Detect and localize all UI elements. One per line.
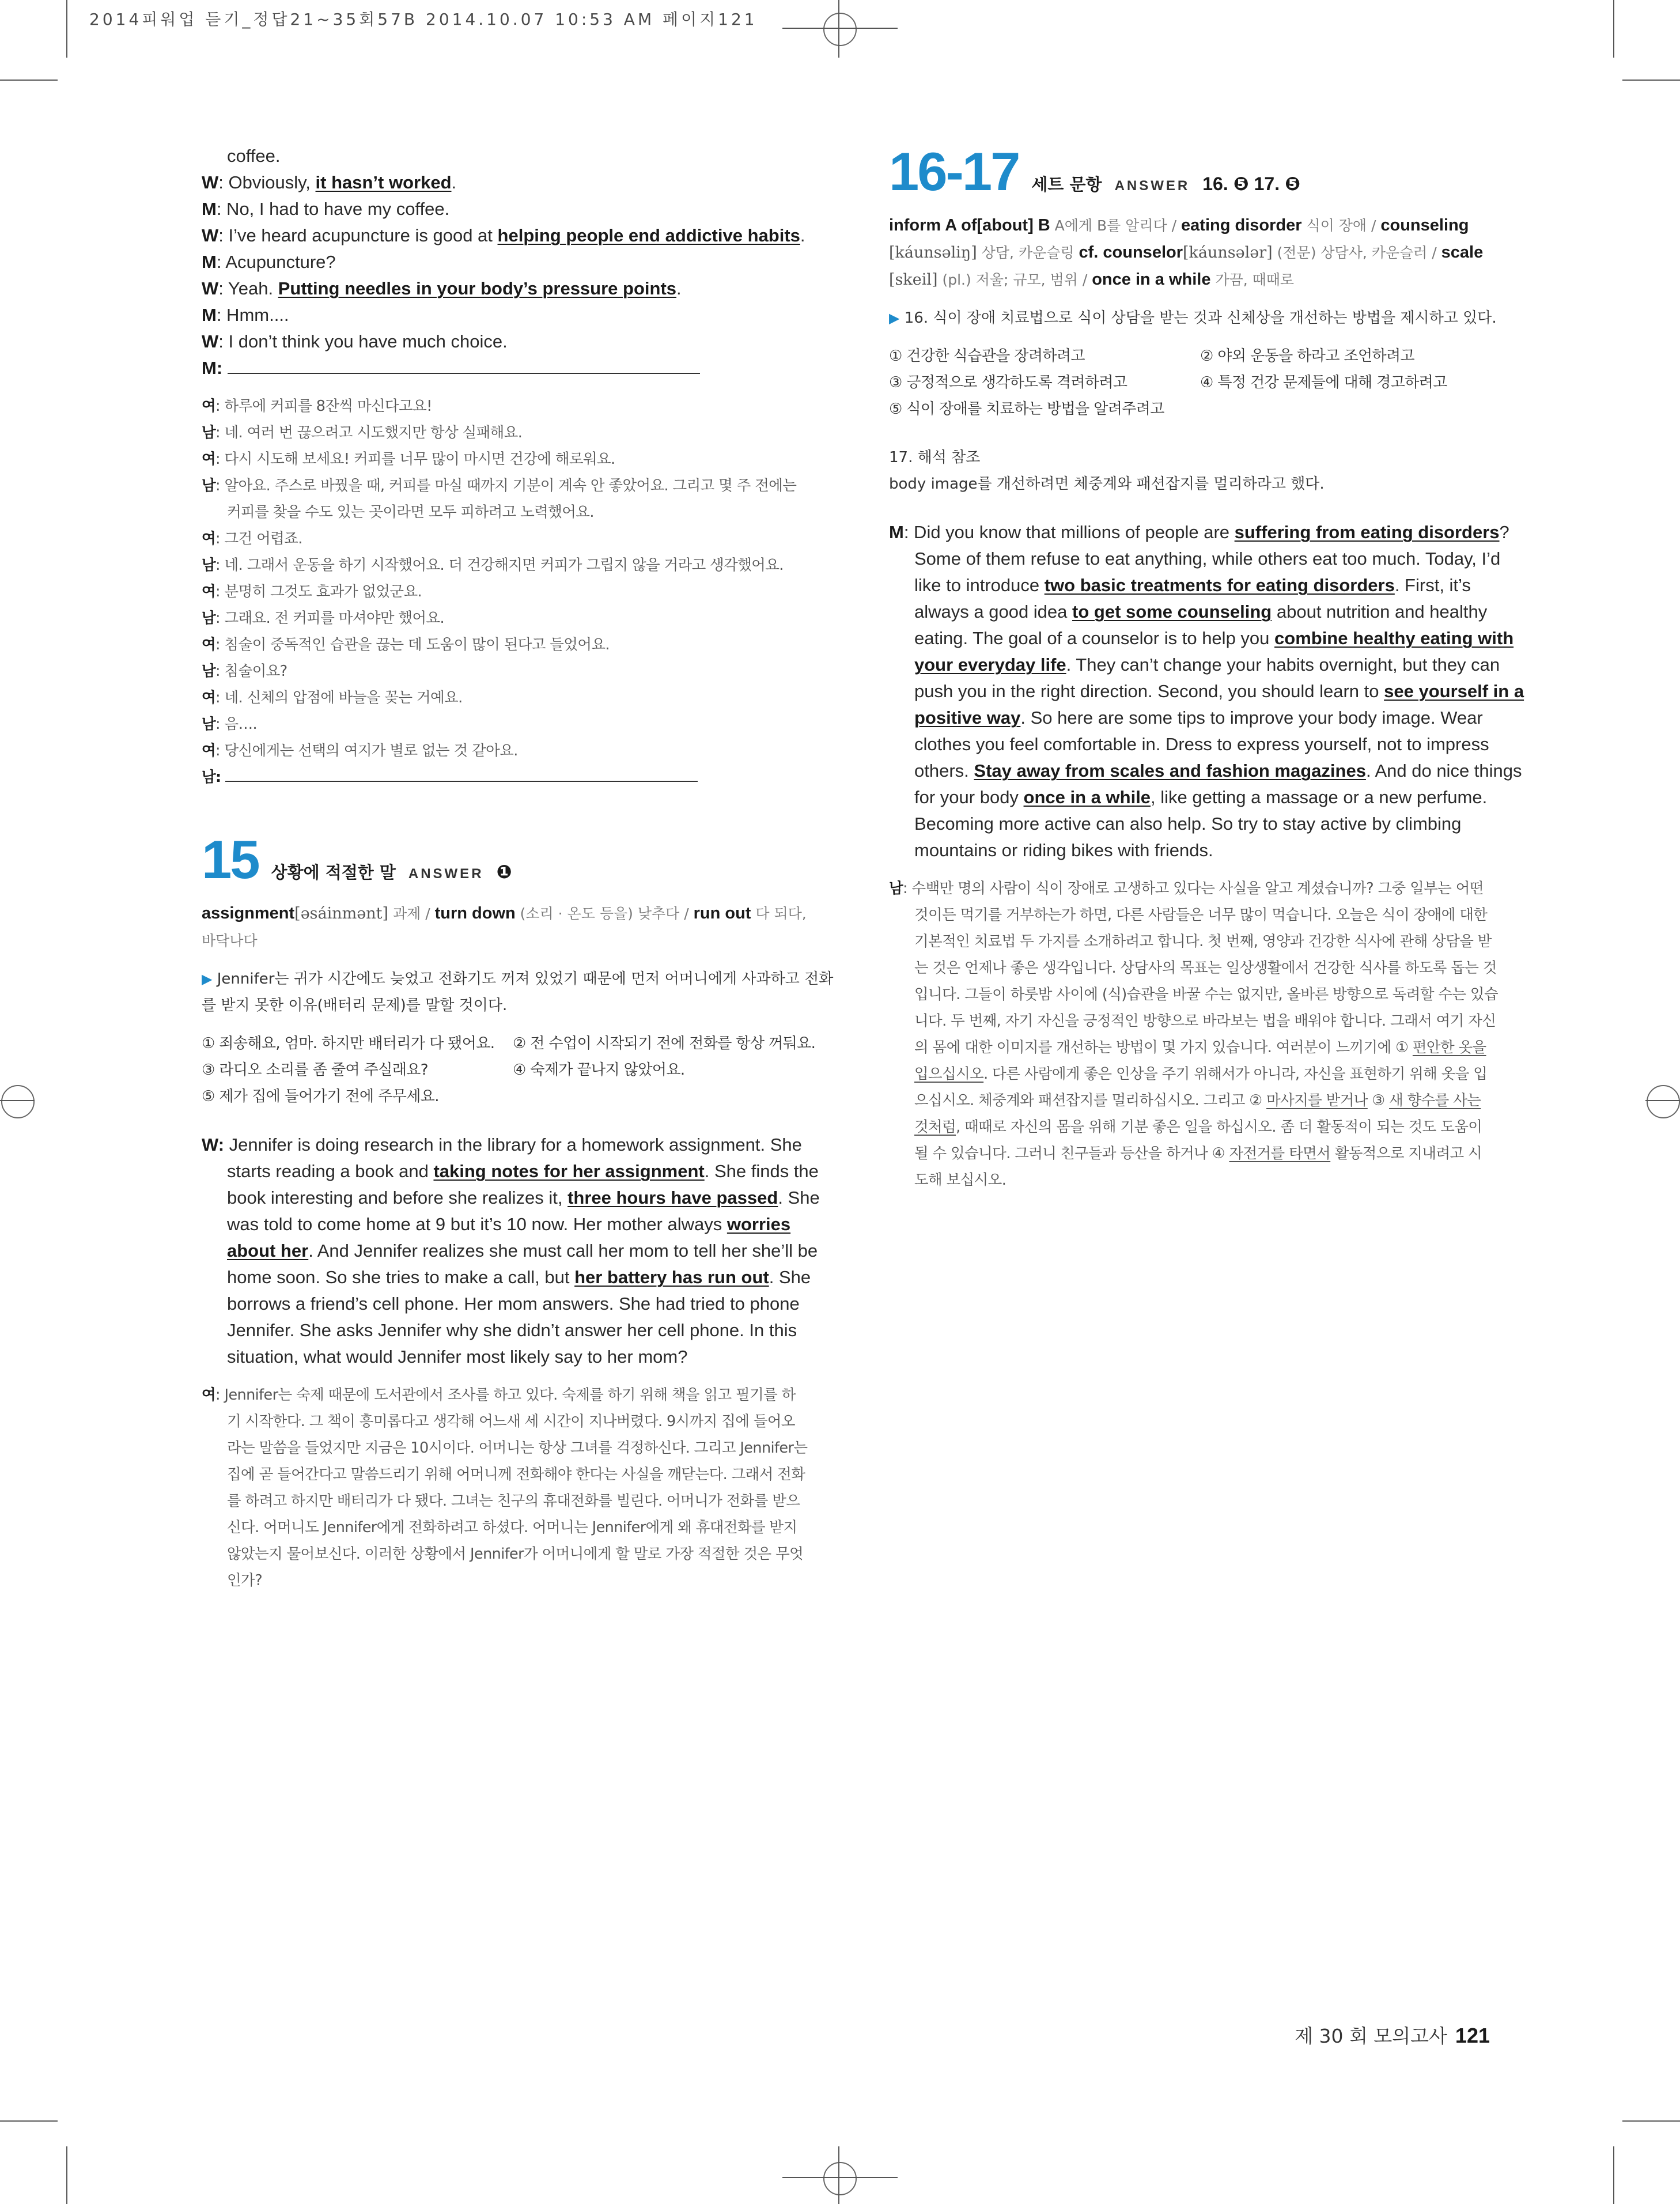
speaker-label: 여 bbox=[202, 530, 216, 547]
speaker-label: M bbox=[202, 252, 217, 272]
dialogue-line bbox=[202, 169, 824, 196]
underlined-phrase: 편안한 옷을 bbox=[1412, 1039, 1486, 1056]
speaker-label: M bbox=[202, 358, 217, 378]
text-run: situation, what would Jennifer most likely say to her mom? bbox=[227, 1347, 688, 1367]
text-run: : 다시 시도해 보세요! 커피를 너무 많이 마시면 건강에 해로워요. bbox=[215, 451, 615, 468]
script-line bbox=[202, 1291, 824, 1317]
text-run: : I don’t think you have much choice. bbox=[218, 331, 508, 351]
script-line bbox=[889, 678, 1524, 705]
underlined-phrase: 새 향수를 사는 bbox=[1389, 1092, 1481, 1109]
text-run: : 알아요. 주스로 바꿨을 때, 커피를 마실 때까지 기분이 계속 안 좋았어요. 그리고 몇 주 전에는 bbox=[215, 477, 797, 494]
text-run: . bbox=[451, 172, 457, 192]
korean-dialogue-line bbox=[202, 711, 824, 738]
dialogue-english bbox=[202, 143, 824, 355]
script-line bbox=[202, 1382, 824, 1408]
answer-value: ❶ bbox=[496, 861, 512, 882]
text-run: . She bbox=[769, 1267, 811, 1287]
crop-mark bbox=[66, 2146, 67, 2204]
text-run: : 침술이 중독적인 습관을 끊는 데 도움이 많이 된다고 들었어요. bbox=[215, 636, 610, 653]
script-english bbox=[889, 519, 1524, 864]
script-line bbox=[889, 955, 1511, 981]
korean-dialogue-line bbox=[202, 552, 824, 579]
option-3: ③ 라디오 소리를 좀 줄여 주실래요? bbox=[202, 1061, 428, 1079]
option-1: ① 건강한 식습관을 장려하려고 bbox=[889, 347, 1085, 365]
script-line bbox=[889, 1114, 1511, 1140]
dialogue-blank-line: M: bbox=[202, 355, 824, 381]
option-4: ④ 특정 건강 문제들에 대해 경고하려고 bbox=[1200, 374, 1447, 391]
question-number: 15 bbox=[202, 829, 259, 890]
underlined-phrase: 자전거를 타면서 bbox=[1229, 1145, 1331, 1162]
text-run: 활동적으로 지내려고 시 bbox=[1330, 1145, 1482, 1162]
text-run: : No, I had to have my coffee. bbox=[216, 199, 450, 219]
text-run: : 수백만 명의 사람이 식이 장애로 고생하고 있다는 사실을 알고 계셨습니까? 그중 일부는 어떤 bbox=[903, 880, 1484, 897]
option-1: ① 죄송해요, 엄마. 하지만 배터리가 다 됐어요. bbox=[202, 1035, 495, 1052]
phonetic: [káunsəliŋ] bbox=[889, 244, 977, 262]
text-run: . And Jennifer realizes she must call her mom to tell her she’ll be bbox=[308, 1241, 818, 1261]
text-run: : 하루에 커피를 8잔씩 마신다고요! bbox=[215, 398, 432, 415]
vocab-line bbox=[889, 266, 1511, 293]
text-run: 기 시작한다. 그 책이 흥미롭다고 생각해 어느새 세 시간이 지나버렸다. 9시까지 집에 들어오 bbox=[227, 1413, 795, 1430]
underlined-phrase: see yourself in a bbox=[1384, 681, 1524, 701]
script-line bbox=[202, 1211, 824, 1238]
underlined-phrase: worries bbox=[727, 1214, 791, 1234]
answer-label: ANSWER bbox=[1114, 178, 1190, 194]
speaker-label: 여 bbox=[202, 451, 216, 468]
underlined-phrase: taking notes for her assignment bbox=[433, 1161, 705, 1181]
underlined-phrase: it hasn’t worked bbox=[315, 172, 452, 192]
underlined-phrase: Putting needles in your body’s pressure points bbox=[278, 278, 677, 298]
question-number: 16-17 bbox=[889, 141, 1019, 202]
text-run: : Acupuncture? bbox=[216, 252, 336, 272]
korean-dialogue-line bbox=[202, 738, 824, 764]
question-16-17-header bbox=[889, 143, 1511, 201]
script-line bbox=[889, 784, 1511, 811]
text-run: . So here are some tips to improve your body image. Wear bbox=[1020, 708, 1483, 728]
registration-mark-right bbox=[1647, 1085, 1680, 1118]
text-run: ? bbox=[1499, 522, 1509, 542]
script-korean bbox=[889, 875, 1511, 1193]
text-run: Becoming more active can also help. So try to stay active by climbing bbox=[914, 814, 1462, 834]
text-run: eating. The goal of a counselor is to help you bbox=[914, 628, 1275, 648]
underlined-phrase: helping people end addictive habits bbox=[497, 225, 800, 245]
crop-mark bbox=[1622, 80, 1680, 81]
korean-dialogue-line bbox=[202, 419, 824, 446]
speaker-label: 여 bbox=[202, 398, 216, 415]
vocab-line bbox=[889, 239, 1511, 266]
text-run: . And do nice things bbox=[1365, 761, 1522, 781]
question-title: 세트 문항 bbox=[1031, 175, 1102, 194]
dialogue-line bbox=[202, 249, 824, 275]
speaker-label: 여 bbox=[202, 636, 216, 653]
text-run: : Obviously, bbox=[218, 172, 316, 192]
triangle-bullet-icon: ▶ bbox=[889, 310, 900, 326]
speaker-label: W bbox=[202, 1135, 218, 1155]
script-line bbox=[889, 758, 1522, 784]
text-run: 는 것은 언제나 좋은 생각입니다. 상담사의 목표는 일상생활에서 건강한 식사를 하도록 돕는 것 bbox=[914, 959, 1497, 977]
script-line bbox=[202, 1408, 824, 1435]
script-line bbox=[202, 1435, 824, 1461]
text-run: 의 몸에 대한 이미지를 개선하는 방법이 몇 가지 있습니다. 여러분이 느끼기에 ① bbox=[914, 1039, 1413, 1056]
korean-dialogue-line bbox=[202, 579, 824, 605]
vocab-line bbox=[202, 927, 824, 954]
speaker-label: 남 bbox=[202, 424, 216, 441]
text-run: : 네. 신체의 압점에 바늘을 꽂는 거예요. bbox=[215, 689, 463, 706]
korean-dialogue-line bbox=[202, 499, 824, 526]
text-run: push you in the right direction. Second, you should learn to bbox=[914, 681, 1384, 701]
explanation-16: ▶ 16. 식이 장애 치료법으로 식이 상담을 받는 것과 신체상을 개선하는 방법을 제시하고 있다. bbox=[889, 309, 1497, 327]
vocab-meaning: 과제 / bbox=[388, 905, 435, 922]
script-line bbox=[889, 572, 1511, 599]
crop-mark bbox=[1622, 2120, 1680, 2122]
script-line bbox=[202, 1185, 824, 1211]
dialogue-line bbox=[202, 275, 824, 302]
underlined-phrase: to get some counseling bbox=[1072, 602, 1272, 622]
option-5: ⑤ 제가 집에 들어가기 전에 주무세요. bbox=[202, 1088, 439, 1105]
korean-dialogue-line bbox=[202, 632, 824, 658]
vocab-meaning: (pl.) 저울; 규모, 범위 / bbox=[937, 271, 1092, 288]
text-run: . She finds the bbox=[704, 1161, 819, 1181]
text-run: starts reading a book and bbox=[227, 1161, 434, 1181]
vocab-meaning: 식이 장애 / bbox=[1301, 217, 1381, 234]
text-run: coffee. bbox=[227, 146, 281, 166]
text-run: . bbox=[800, 225, 805, 245]
script-line bbox=[889, 1167, 1511, 1193]
text-run: 를 하려고 하지만 배터리가 다 됐다. 그녀는 친구의 휴대전화를 빌린다. 어머니가 전화를 받으 bbox=[227, 1492, 800, 1510]
speaker-label: 여 bbox=[202, 689, 216, 706]
text-run: , 때때로 자신의 몸을 위해 기분 좋은 일을 하십시오. 좀 더 활동적이 되는 것도 도움이 bbox=[956, 1118, 1482, 1136]
script-line bbox=[889, 546, 1511, 572]
korean-dialogue-line bbox=[202, 472, 824, 499]
text-run: 신다. 어머니도 Jennifer에게 전화하려고 하셨다. 어머니는 Jennifer에게 왜 휴대전화를 받지 bbox=[227, 1519, 797, 1536]
dialogue-line bbox=[202, 328, 824, 355]
script-line bbox=[889, 1034, 1511, 1061]
text-run: clothes you feel comfortable in. Dress to express yourself, not to impress bbox=[914, 734, 1489, 754]
text-run: 으십시오. 체중계와 패션잡지를 멀리하십시오. 그리고 ② bbox=[914, 1092, 1267, 1109]
text-run: . 다른 사람에게 좋은 인상을 주기 위해서가 아니라, 자신을 표현하기 위해 옷을 입 bbox=[983, 1065, 1488, 1083]
answer-options bbox=[202, 1030, 824, 1110]
speaker-label: 여 bbox=[202, 742, 216, 759]
vocab-word: assignment bbox=[202, 904, 295, 923]
script-korean bbox=[202, 1382, 824, 1594]
registration-mark-left bbox=[1, 1085, 35, 1118]
speaker-label: 남 bbox=[889, 880, 903, 897]
text-run: Jennifer. She asks Jennifer why she didn’t answer her cell phone. In this bbox=[227, 1320, 797, 1340]
speaker-label: 남 bbox=[202, 610, 216, 627]
speaker-label: 남 bbox=[202, 716, 216, 733]
vocab-meaning: 상담, 카운슬링 bbox=[977, 244, 1079, 261]
explanation-line: ▶ Jennifer는 귀가 시간에도 늦었고 전화기도 꺼져 있었기 때문에 먼저 어머니에게 사과하고 전화 bbox=[202, 970, 834, 988]
speaker-label: 남 bbox=[202, 557, 216, 574]
vocab-meaning: 가끔, 때때로 bbox=[1210, 271, 1295, 288]
text-run: 도해 보십시오. bbox=[914, 1171, 1007, 1189]
speaker-label: 남 bbox=[202, 663, 216, 680]
text-run: 커피를 찾을 수도 있는 곳이라면 모두 피하려고 노력했어요. bbox=[227, 504, 594, 521]
question-15-header bbox=[202, 831, 824, 889]
speaker-label: 여 bbox=[202, 583, 216, 600]
speaker-label: W bbox=[202, 225, 219, 245]
vocab-line bbox=[202, 900, 824, 927]
text-run: . First, it’s bbox=[1394, 575, 1471, 595]
phonetic: [skeil] bbox=[889, 271, 938, 289]
underlined-phrase: her battery has run out bbox=[574, 1267, 769, 1287]
script-line bbox=[889, 625, 1514, 652]
option-2: ② 야외 운동을 하라고 조언하려고 bbox=[1200, 347, 1415, 365]
script-line bbox=[202, 1514, 824, 1541]
speaker-label: M bbox=[202, 305, 217, 325]
crop-mark bbox=[0, 80, 58, 81]
text-run: others. bbox=[914, 761, 974, 781]
script-line bbox=[202, 1567, 824, 1594]
text-run: ③ bbox=[1367, 1092, 1390, 1109]
answer-label: ANSWER bbox=[408, 866, 484, 882]
script-line bbox=[889, 652, 1511, 678]
answer-value: 16. ❺ 17. ❺ bbox=[1202, 173, 1301, 194]
script-line bbox=[889, 1061, 1511, 1087]
registration-line bbox=[0, 1100, 35, 1101]
text-run: : Yeah. bbox=[218, 278, 278, 298]
text-run: . bbox=[676, 278, 682, 298]
vocab-meaning: 다 되다, bbox=[751, 905, 807, 922]
underlined-phrase: combine healthy eating with bbox=[1274, 628, 1514, 648]
korean-dialogue-line bbox=[202, 658, 824, 685]
left-column bbox=[202, 143, 834, 1594]
underlined-phrase: positive way bbox=[914, 708, 1021, 728]
script-line bbox=[889, 928, 1511, 955]
script-line bbox=[889, 875, 1511, 902]
registration-line bbox=[782, 28, 898, 29]
underlined-phrase: about her bbox=[227, 1241, 309, 1261]
text-run: was told to come home at 9 but it’s 10 now. Her mother always bbox=[227, 1214, 727, 1234]
option-3: ③ 긍정적으로 생각하도록 격려하려고 bbox=[889, 374, 1127, 391]
script-line bbox=[889, 981, 1511, 1008]
dialogue-line bbox=[202, 143, 824, 169]
vocab-meaning: 바닥나다 bbox=[202, 932, 258, 949]
underlined-phrase: two basic treatments for eating disorders bbox=[1044, 575, 1395, 595]
text-run: Some of them refuse to eat anything, while others eat too much. Today, I’d bbox=[914, 549, 1501, 569]
text-run: . She bbox=[778, 1188, 820, 1208]
underlined-phrase: 입으십시오 bbox=[914, 1065, 984, 1083]
script-line bbox=[889, 1087, 1511, 1114]
speaker-label: M bbox=[889, 522, 904, 542]
script-line bbox=[202, 1461, 824, 1488]
crop-mark bbox=[1613, 0, 1614, 58]
vocab-meaning: (전문) 상담사, 카운슬러 / bbox=[1272, 244, 1441, 261]
speaker-label: W bbox=[202, 331, 219, 351]
script-line bbox=[889, 837, 1511, 864]
text-run: 기본적인 치료법 두 가지를 소개하려고 합니다. 첫 번째, 영양과 건강한 식사에 관해 상담을 받 bbox=[914, 933, 1492, 950]
registration-line bbox=[838, 2146, 839, 2204]
text-run: 될 수 있습니다. 그러니 친구들과 등산을 하거나 ④ bbox=[914, 1145, 1229, 1162]
vocab-word: cf. counselor bbox=[1079, 243, 1183, 262]
phonetic: [káunsələr] bbox=[1183, 244, 1273, 262]
korean-dialogue-line bbox=[202, 393, 824, 419]
speaker-label: 남 bbox=[202, 477, 216, 494]
script-line bbox=[202, 1158, 824, 1185]
phonetic: [əsáinmənt] bbox=[294, 905, 389, 923]
text-run: home soon. So she tries to make a call, but bbox=[227, 1267, 575, 1287]
vocab-meaning: (소리 · 온도 등을) 낮추다 / bbox=[515, 905, 694, 922]
option-2: ② 전 수업이 시작되기 전에 전화를 항상 꺼둬요. bbox=[513, 1035, 816, 1052]
text-run: : 네. 그래서 운동을 하기 시작했어요. 더 건강해지면 커피가 그립지 않을 거라고 생각했어요. bbox=[215, 557, 784, 574]
answer-blank bbox=[228, 357, 700, 374]
vocab-word: eating disorder bbox=[1181, 216, 1302, 235]
script-line bbox=[889, 902, 1511, 928]
text-run: : 당신에게는 선택의 여지가 별로 없는 것 같아요. bbox=[215, 742, 518, 759]
vocab-word: once in a while bbox=[1092, 270, 1211, 289]
script-english bbox=[202, 1132, 824, 1370]
text-run: book interesting and before she realizes it, bbox=[227, 1188, 568, 1208]
script-line bbox=[889, 1008, 1511, 1034]
registration-line bbox=[782, 2177, 898, 2178]
speaker-label: M bbox=[202, 199, 217, 219]
registration-mark-top bbox=[823, 13, 857, 46]
text-run: : 네. 여러 번 끊으려고 시도했지만 항상 실패해요. bbox=[215, 424, 523, 441]
underlined-phrase: once in a while bbox=[1023, 787, 1151, 807]
question-title: 상황에 적절한 말 bbox=[271, 863, 396, 882]
dialogue-korean bbox=[202, 393, 824, 764]
text-run: borrows a friend’s cell phone. Her mom answers. She had tried to phone bbox=[227, 1294, 800, 1314]
underlined-phrase: Stay away from scales and fashion magazines bbox=[974, 761, 1366, 781]
page-number: 121 bbox=[1455, 2024, 1490, 2047]
text-run: about nutrition and healthy bbox=[1272, 602, 1488, 622]
text-run: : I’ve heard acupuncture is good at bbox=[218, 225, 498, 245]
underlined-phrase: suffering from eating disorders bbox=[1234, 522, 1500, 542]
speaker-label: W bbox=[202, 278, 219, 298]
crop-mark bbox=[1613, 2146, 1614, 2204]
answer-options bbox=[889, 343, 1511, 422]
text-run: : Did you know that millions of people are bbox=[903, 522, 1235, 542]
text-run: like to introduce bbox=[914, 575, 1045, 595]
triangle-bullet-icon: ▶ bbox=[202, 971, 213, 987]
text-run: 니다. 두 번째, 자기 자신을 긍정적인 방향으로 바라보는 법을 배워야 합니다. 그래서 여기 자신 bbox=[914, 1012, 1496, 1030]
option-4: ④ 숙제가 끝나지 않았어요. bbox=[513, 1061, 685, 1079]
text-run: : Jennifer는 숙제 때문에 도서관에서 조사를 하고 있다. 숙제를 하기 위해 책을 읽고 필기를 하 bbox=[215, 1386, 796, 1404]
text-run: : Hmm.... bbox=[216, 305, 289, 325]
text-run: : 침술이요? bbox=[215, 663, 287, 680]
speaker-label: W bbox=[202, 172, 219, 192]
dialogue-line bbox=[202, 196, 824, 222]
korean-dialogue-line bbox=[202, 526, 824, 552]
underlined-phrase: your everyday life bbox=[914, 655, 1066, 675]
script-line bbox=[889, 1140, 1511, 1167]
registration-line bbox=[838, 0, 839, 58]
text-run: 라는 말씀을 들었지만 지금은 10시이다. 어머니는 항상 그녀를 걱정하신다. 그리고 Jennifer는 bbox=[227, 1439, 808, 1457]
vocab-word: turn down bbox=[434, 904, 516, 923]
vocab-line bbox=[889, 212, 1511, 239]
text-run: , like getting a massage or a new perfume. bbox=[1151, 787, 1488, 807]
dialogue-line bbox=[202, 222, 824, 249]
text-run: Jennifer is doing research in the library for a homework assignment. She bbox=[229, 1135, 802, 1155]
footer-label: 제 30 회 모의고사 bbox=[1295, 2025, 1447, 2047]
vocab-word: run out bbox=[693, 904, 751, 923]
script-line bbox=[202, 1344, 824, 1370]
text-run: : 그건 어렵죠. bbox=[215, 530, 302, 547]
right-column bbox=[889, 141, 1524, 1193]
text-run: : 그래요. 전 커피를 마셔야만 했어요. bbox=[215, 610, 445, 627]
explanation-17-title: 17. 해석 참조 bbox=[889, 449, 981, 466]
text-run: . They can’t change your habits overnight, but they can bbox=[1066, 655, 1500, 675]
dialogue-line bbox=[202, 302, 824, 328]
script-line bbox=[889, 519, 1511, 546]
page-footer bbox=[1295, 2021, 1490, 2048]
script-line bbox=[202, 1264, 824, 1291]
vocab-word: inform A of[about] B bbox=[889, 216, 1050, 235]
dialogue-korean-blank-line: 남: bbox=[202, 764, 824, 791]
script-line: W: Jennifer is doing research in the library for a homework assignment. She bbox=[202, 1135, 802, 1155]
option-5: ⑤ 식이 장애를 치료하는 방법을 알려주려고 bbox=[889, 400, 1164, 418]
text-run: for your body bbox=[914, 787, 1024, 807]
text-run: 인가? bbox=[227, 1572, 263, 1589]
script-line bbox=[889, 599, 1511, 625]
korean-dialogue-line bbox=[202, 685, 824, 711]
text-run: mountains or riding bikes with friends. bbox=[914, 840, 1213, 860]
text-run: 않았는지 물어보신다. 이러한 상황에서 Jennifer가 어머니에게 할 말로 가장 적절한 것은 무엇 bbox=[227, 1545, 804, 1563]
script-line bbox=[202, 1238, 824, 1264]
text-run: 것이든 먹기를 거부하는가 하면, 다른 사람들은 너무 많이 먹습니다. 오늘은 식이 장애에 대한 bbox=[914, 906, 1488, 924]
text-run: always a good idea bbox=[914, 602, 1073, 622]
korean-dialogue-line bbox=[202, 605, 824, 632]
script-line bbox=[889, 705, 1511, 731]
korean-dialogue-line bbox=[202, 446, 824, 472]
text-run: 입니다. 그들이 하룻밤 사이에 (식)습관을 바꿀 수는 없지만, 올바른 방향으로 독려할 수는 있습 bbox=[914, 986, 1499, 1003]
underlined-phrase: 마사지를 받거나 bbox=[1266, 1092, 1368, 1109]
underlined-phrase: 것처럼 bbox=[914, 1118, 956, 1136]
vocab-word: scale bbox=[1441, 243, 1484, 262]
explanation-line: 를 받지 못한 이유(배터리 문제)를 말할 것이다. bbox=[202, 997, 508, 1014]
text-run: : 음…. bbox=[215, 716, 257, 733]
speaker-label: 남 bbox=[202, 769, 216, 786]
vocab-word: counseling bbox=[1380, 216, 1469, 235]
script-line bbox=[202, 1317, 824, 1344]
speaker-label: 여 bbox=[202, 1386, 216, 1404]
script-line bbox=[889, 731, 1511, 758]
underlined-phrase: three hours have passed bbox=[567, 1188, 778, 1208]
text-run: : 분명히 그것도 효과가 없었군요. bbox=[215, 583, 422, 600]
registration-mark-bottom bbox=[823, 2162, 857, 2195]
script-line bbox=[202, 1488, 824, 1514]
script-line bbox=[202, 1541, 824, 1567]
crop-mark bbox=[0, 2120, 58, 2122]
explanation-17-body: body image를 개선하려면 체중계와 패션잡지를 멀리하라고 했다. bbox=[889, 475, 1325, 493]
text-run: 집에 곧 들어간다고 말씀드리기 위해 어머니께 전화해야 한다는 사실을 깨닫는다. 그래서 전화 bbox=[227, 1466, 805, 1483]
crop-mark bbox=[66, 0, 67, 58]
registration-line bbox=[1645, 1100, 1680, 1101]
vocab-meaning: A에게 B를 알리다 / bbox=[1050, 217, 1182, 234]
print-slug: 2014피워업 듣기_정답21~35회57B 2014.10.07 10:53 AM 페이지121 bbox=[89, 10, 758, 29]
script-line bbox=[889, 811, 1511, 837]
answer-blank bbox=[225, 765, 698, 782]
